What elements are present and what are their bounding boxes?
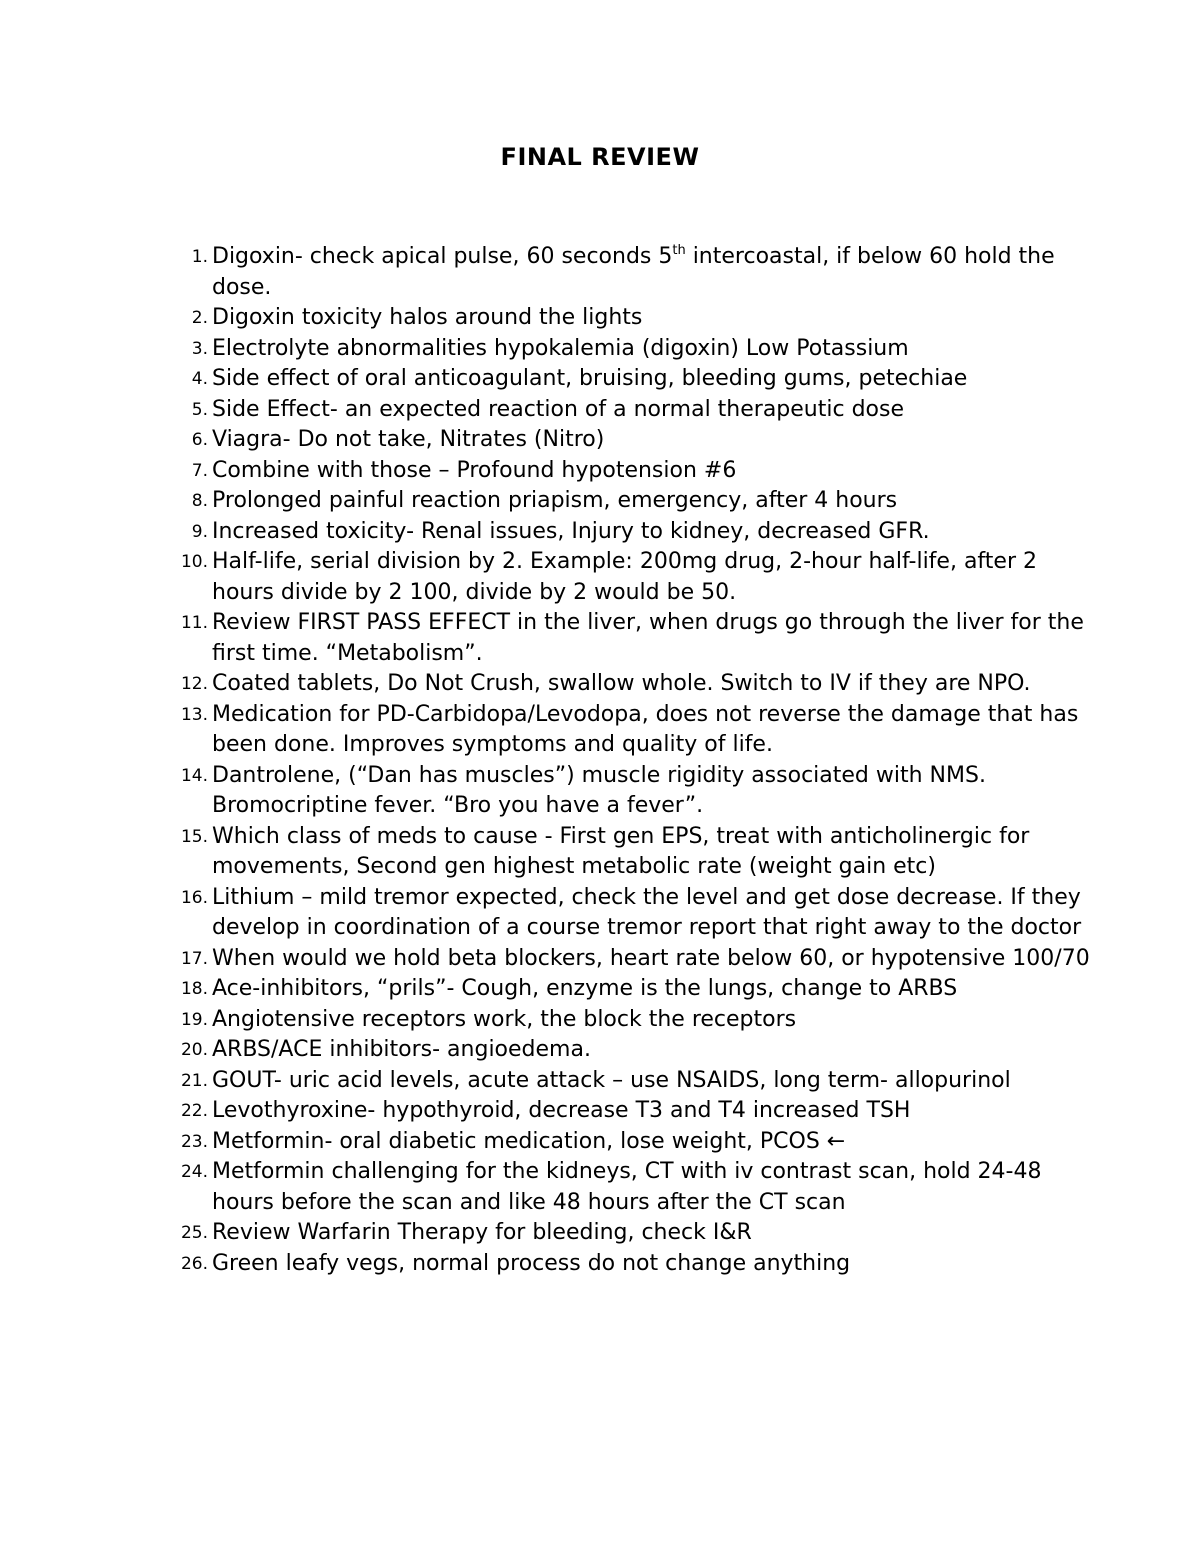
item-text: Viagra- Do not take, Nitrates (Nitro)	[212, 427, 605, 452]
item-text: Ace-inhibitors, “prils”- Cough, enzyme is the lungs, change to ARBS	[212, 976, 958, 1001]
review-list	[180, 242, 1092, 1279]
item-text: GOUT- uric acid levels, acute attack – use NSAIDS, long term- allopurinol	[212, 1067, 1011, 1093]
item-text: Medication for PD-Carbidopa/Levodopa, does not reverse the damage that has been done. Improves symptoms and quality of life.	[212, 701, 1079, 757]
item-number: 22.	[180, 1101, 208, 1121]
item-number: 16.	[180, 887, 208, 908]
item-number: 23.	[180, 1131, 208, 1152]
item-number: 6.	[191, 430, 208, 450]
item-text: Which class of meds to cause - First gen EPS, treat with anticholinergic for movements, Second gen highest metabolic rate (weight gain etc)	[212, 823, 1030, 879]
item-text: Dantrolene, (“Dan has muscles”) muscle rigidity associated with NMS. Bromocriptine fever. “Bro you have a fever”.	[212, 762, 986, 818]
item-number: 24.	[180, 1162, 208, 1182]
item-number: 19.	[180, 1009, 208, 1030]
item-number: 12.	[180, 674, 208, 694]
item-text: Coated tablets, Do Not Crush, swallow whole. Switch to IV if they are NPO.	[212, 671, 1031, 696]
item-text: Side effect of oral anticoagulant, bruising, bleeding gums, petechiae	[212, 366, 968, 391]
item-text: Metformin challenging for the kidneys, CT with iv contrast scan, hold 24-48 hours before the scan and like 48 hours after the CT scan	[212, 1159, 1042, 1215]
list-item	[180, 669, 1092, 700]
item-text: Combine with those – Profound hypotension #6	[212, 457, 737, 483]
item-number: 7.	[191, 460, 208, 481]
list-item	[191, 456, 1092, 487]
item-text: Half-life, serial division by 2. Example: 200mg drug, 2-hour half-life, after 2 hours divide by 2 100, divide by 2 would be 50.	[212, 549, 1037, 605]
item-text: When would we hold beta blockers, heart rate below 60, or hypotensive 100/70	[212, 945, 1090, 971]
list-item	[191, 303, 1092, 334]
item-number: 14.	[180, 765, 208, 786]
item-text: Green leafy vegs, normal process do not change anything	[212, 1250, 851, 1276]
list-item	[180, 1066, 1092, 1097]
list-item	[191, 334, 1092, 365]
item-text: Digoxin- check apical pulse, 60 seconds 5th intercoastal, if below 60 hold the dose.	[212, 243, 1055, 300]
item-number: 15.	[180, 826, 208, 847]
item-text: Digoxin toxicity halos around the lights	[212, 305, 643, 330]
list-item	[191, 242, 1092, 303]
item-text: Levothyroxine- hypothyroid, decrease T3 and T4 increased TSH	[212, 1098, 911, 1123]
item-number: 13.	[180, 704, 208, 725]
list-item	[180, 1218, 1092, 1249]
item-number: 18.	[180, 979, 208, 999]
list-item	[180, 608, 1092, 669]
item-number: 2.	[191, 308, 208, 328]
list-item	[180, 822, 1092, 883]
list-item	[191, 364, 1092, 395]
list-item	[180, 1005, 1092, 1036]
item-text: Angiotensive receptors work, the block the receptors	[212, 1006, 797, 1032]
list-item	[180, 1035, 1092, 1066]
item-number: 3.	[191, 338, 208, 359]
item-number: 11.	[180, 613, 208, 633]
item-number: 5.	[191, 399, 208, 420]
item-text: Prolonged painful reaction priapism, emergency, after 4 hours	[212, 488, 898, 513]
item-number: 1.	[191, 247, 208, 267]
list-item	[191, 395, 1092, 426]
item-number: 26.	[180, 1253, 208, 1274]
list-item	[191, 486, 1092, 517]
item-number: 25.	[180, 1223, 208, 1243]
item-number: 8.	[191, 491, 208, 511]
item-text: Review Warfarin Therapy for bleeding, check I&R	[212, 1220, 752, 1245]
page-title: FINAL REVIEW	[500, 143, 700, 171]
item-number: 10.	[180, 552, 208, 572]
item-number: 17.	[180, 948, 208, 969]
list-item	[180, 974, 1092, 1005]
list-item	[180, 547, 1092, 608]
item-text: Review FIRST PASS EFFECT in the liver, when drugs go through the liver for the first time. “Metabolism”.	[212, 610, 1084, 666]
list-item	[180, 700, 1092, 761]
superscript-ordinal: th	[672, 243, 686, 258]
item-text: Metformin- oral diabetic medication, lose weight, PCOS ←	[212, 1128, 846, 1154]
item-text: Side Effect- an expected reaction of a normal therapeutic dose	[212, 396, 905, 422]
item-number: 21.	[180, 1070, 208, 1091]
list-item	[191, 425, 1092, 456]
item-text: Increased toxicity- Renal issues, Injury to kidney, decreased GFR.	[212, 518, 930, 544]
list-item	[180, 1157, 1092, 1218]
item-text: ARBS/ACE inhibitors- angioedema.	[212, 1037, 591, 1062]
list-item	[180, 1096, 1092, 1127]
list-item	[191, 517, 1092, 548]
item-text: Electrolyte abnormalities hypokalemia (digoxin) Low Potassium	[212, 335, 909, 361]
item-number: 4.	[191, 369, 208, 389]
list-item	[180, 761, 1092, 822]
list-item	[180, 1127, 1092, 1158]
list-item	[180, 1249, 1092, 1280]
item-number: 9.	[191, 521, 208, 542]
item-text: Lithium – mild tremor expected, check the level and get dose decrease. If they develop in coordination of a course tremor report that right away to the doctor	[212, 884, 1082, 940]
list-item	[180, 944, 1092, 975]
list-item	[180, 883, 1092, 944]
item-number: 20.	[180, 1040, 208, 1060]
